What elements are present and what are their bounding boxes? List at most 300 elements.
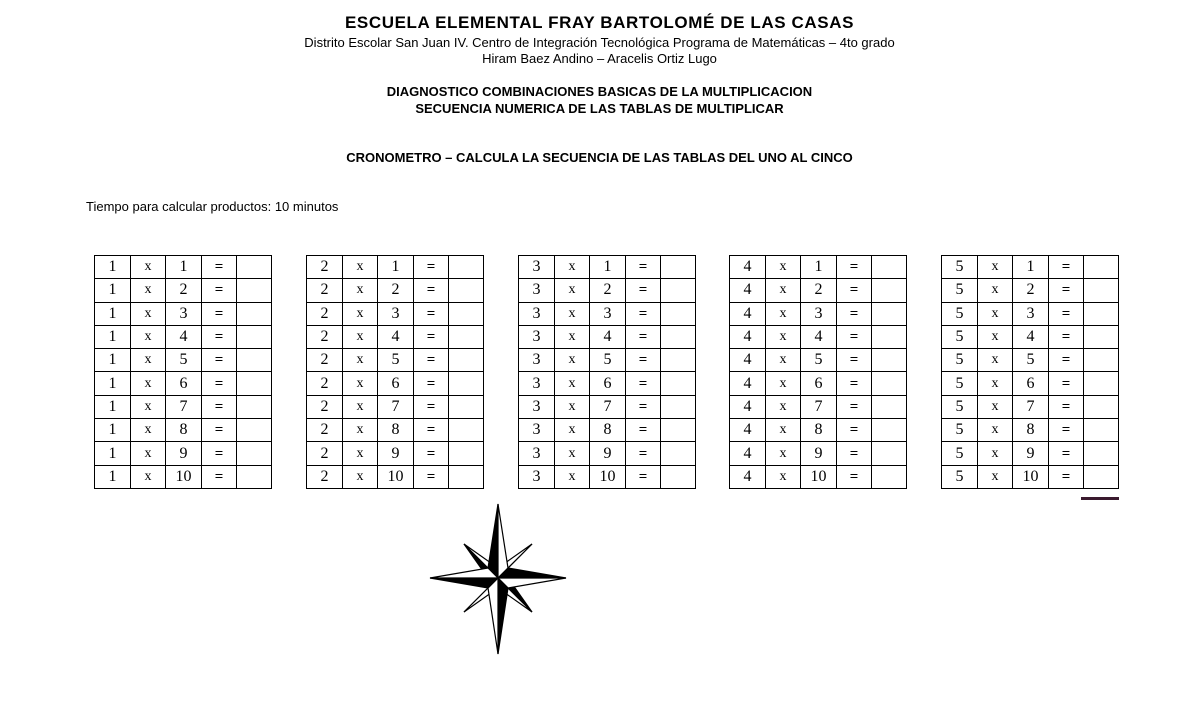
factor-cell: 3 [519, 395, 555, 418]
multiplier-cell: 7 [590, 395, 626, 418]
multiplier-cell: 1 [590, 256, 626, 279]
equals-sign: = [1049, 442, 1084, 465]
answer-cell[interactable] [661, 372, 696, 395]
factor-cell: 3 [519, 349, 555, 372]
equals-sign: = [837, 419, 872, 442]
times-sign: x [978, 349, 1013, 372]
multiplier-cell: 10 [1013, 465, 1049, 488]
table-row [519, 442, 696, 465]
times-sign: x [555, 465, 590, 488]
times-sign: x [978, 372, 1013, 395]
table-row [942, 372, 1119, 395]
equals-sign: = [202, 349, 237, 372]
answer-cell[interactable] [449, 465, 484, 488]
answer-cell[interactable] [1084, 325, 1119, 348]
answer-cell[interactable] [237, 442, 272, 465]
table-1 [94, 255, 272, 489]
multiplier-cell: 6 [166, 372, 202, 395]
table-row [95, 442, 272, 465]
times-sign: x [131, 302, 166, 325]
factor-cell: 3 [519, 279, 555, 302]
factor-cell: 1 [95, 279, 131, 302]
equals-sign: = [1049, 349, 1084, 372]
factor-cell: 4 [730, 279, 766, 302]
multiplier-cell: 8 [590, 419, 626, 442]
times-sign: x [978, 395, 1013, 418]
times-sign: x [766, 256, 801, 279]
answer-cell[interactable] [872, 395, 907, 418]
table-row [95, 419, 272, 442]
times-sign: x [978, 419, 1013, 442]
times-sign: x [766, 442, 801, 465]
equals-sign: = [837, 325, 872, 348]
times-sign: x [766, 325, 801, 348]
multiplier-cell: 10 [378, 465, 414, 488]
multiplier-cell: 5 [801, 349, 837, 372]
times-sign: x [555, 302, 590, 325]
district-subtitle: Distrito Escolar San Juan IV. Centro de Integración Tecnológica Programa de Matemáticas – 4to grado [304, 35, 895, 50]
equals-sign: = [626, 256, 661, 279]
table-row [519, 325, 696, 348]
equals-sign: = [837, 349, 872, 372]
equals-sign: = [1049, 279, 1084, 302]
table-row [519, 279, 696, 302]
factor-cell: 5 [942, 349, 978, 372]
factor-cell: 1 [95, 395, 131, 418]
cronometro-heading: CRONOMETRO – CALCULA LA SECUENCIA DE LAS TABLAS DEL UNO AL CINCO [346, 150, 853, 165]
table-row [730, 395, 907, 418]
factor-cell: 4 [730, 395, 766, 418]
equals-sign: = [626, 325, 661, 348]
times-sign: x [343, 279, 378, 302]
answer-cell[interactable] [1084, 372, 1119, 395]
factor-cell: 4 [730, 372, 766, 395]
multiplier-cell: 2 [166, 279, 202, 302]
multiplier-cell: 1 [166, 256, 202, 279]
equals-sign: = [414, 302, 449, 325]
table-row [730, 442, 907, 465]
table-row [519, 419, 696, 442]
equals-sign: = [414, 372, 449, 395]
answer-cell[interactable] [1084, 302, 1119, 325]
table-row [942, 302, 1119, 325]
answer-cell[interactable] [872, 302, 907, 325]
multiplier-cell: 5 [590, 349, 626, 372]
school-title: ESCUELA ELEMENTAL FRAY BARTOLOMÉ DE LAS CASAS [344, 13, 855, 32]
table-5 [941, 255, 1119, 489]
equals-sign: = [202, 419, 237, 442]
answer-cell[interactable] [449, 395, 484, 418]
factor-cell: 5 [942, 256, 978, 279]
factor-cell: 4 [730, 302, 766, 325]
multiplier-cell: 2 [378, 279, 414, 302]
multiplier-cell: 9 [1013, 442, 1049, 465]
table-row [519, 372, 696, 395]
answer-cell[interactable] [449, 325, 484, 348]
multiplier-cell: 7 [166, 395, 202, 418]
multiplier-cell: 9 [378, 442, 414, 465]
answer-cell[interactable] [237, 372, 272, 395]
multiplier-cell: 6 [1013, 372, 1049, 395]
multiplier-cell: 3 [378, 302, 414, 325]
equals-sign: = [202, 465, 237, 488]
times-sign: x [131, 395, 166, 418]
equals-sign: = [414, 325, 449, 348]
multiplier-cell: 6 [378, 372, 414, 395]
multiplier-cell: 3 [1013, 302, 1049, 325]
times-sign: x [555, 419, 590, 442]
equals-sign: = [414, 349, 449, 372]
equals-sign: = [1049, 372, 1084, 395]
times-sign: x [343, 465, 378, 488]
equals-sign: = [414, 279, 449, 302]
factor-cell: 4 [730, 442, 766, 465]
times-sign: x [343, 395, 378, 418]
answer-cell[interactable] [449, 302, 484, 325]
equals-sign: = [1049, 465, 1084, 488]
diagnostic-title: DIAGNOSTICO COMBINACIONES BASICAS DE LA MULTIPLICACION [386, 84, 813, 99]
equals-sign: = [1049, 302, 1084, 325]
factor-cell: 1 [95, 256, 131, 279]
answer-cell[interactable] [872, 349, 907, 372]
factor-cell: 5 [942, 465, 978, 488]
answer-cell[interactable] [872, 442, 907, 465]
answer-cell[interactable] [237, 325, 272, 348]
table-row [95, 279, 272, 302]
answer-cell[interactable] [872, 372, 907, 395]
table-row [95, 372, 272, 395]
equals-sign: = [837, 256, 872, 279]
factor-cell: 3 [519, 256, 555, 279]
factor-cell: 3 [519, 302, 555, 325]
multiplier-cell: 8 [1013, 419, 1049, 442]
equals-sign: = [202, 395, 237, 418]
table-row [307, 419, 484, 442]
equals-sign: = [1049, 256, 1084, 279]
factor-cell: 1 [95, 372, 131, 395]
times-sign: x [131, 419, 166, 442]
table-row [942, 395, 1119, 418]
equals-sign: = [837, 442, 872, 465]
answer-cell[interactable] [661, 256, 696, 279]
multiplier-cell: 7 [378, 395, 414, 418]
times-sign: x [766, 279, 801, 302]
times-sign: x [131, 372, 166, 395]
multiplier-cell: 1 [801, 256, 837, 279]
equals-sign: = [202, 325, 237, 348]
factor-cell: 1 [95, 349, 131, 372]
times-sign: x [555, 325, 590, 348]
answer-cell[interactable] [237, 279, 272, 302]
equals-sign: = [837, 372, 872, 395]
table-row [95, 349, 272, 372]
table-row [942, 419, 1119, 442]
factor-cell: 5 [942, 419, 978, 442]
equals-sign: = [626, 465, 661, 488]
table-row [942, 465, 1119, 488]
multiplier-cell: 4 [590, 325, 626, 348]
table-row [519, 256, 696, 279]
table-row [519, 395, 696, 418]
table-row [307, 465, 484, 488]
table-row [307, 349, 484, 372]
table-row [95, 465, 272, 488]
equals-sign: = [414, 442, 449, 465]
answer-cell[interactable] [449, 349, 484, 372]
answer-cell[interactable] [237, 302, 272, 325]
table-row [95, 256, 272, 279]
factor-cell: 2 [307, 372, 343, 395]
answer-cell[interactable] [449, 442, 484, 465]
table-row [730, 325, 907, 348]
table-row [519, 465, 696, 488]
times-sign: x [131, 442, 166, 465]
times-sign: x [343, 372, 378, 395]
multiplier-cell: 10 [590, 465, 626, 488]
equals-sign: = [1049, 419, 1084, 442]
table-row [730, 349, 907, 372]
equals-sign: = [626, 395, 661, 418]
factor-cell: 2 [307, 465, 343, 488]
answer-cell[interactable] [237, 465, 272, 488]
table-row [519, 349, 696, 372]
multiplier-cell: 9 [166, 442, 202, 465]
equals-sign: = [626, 372, 661, 395]
decorative-mark-line [1081, 497, 1119, 500]
factor-cell: 5 [942, 279, 978, 302]
answer-cell[interactable] [661, 395, 696, 418]
table-row [730, 302, 907, 325]
factor-cell: 1 [95, 419, 131, 442]
equals-sign: = [626, 442, 661, 465]
times-sign: x [555, 395, 590, 418]
factor-cell: 3 [519, 372, 555, 395]
factor-cell: 2 [307, 302, 343, 325]
multiplier-cell: 1 [378, 256, 414, 279]
answer-cell[interactable] [1084, 256, 1119, 279]
table-row [95, 325, 272, 348]
table-row [307, 279, 484, 302]
factor-cell: 5 [942, 302, 978, 325]
factor-cell: 2 [307, 395, 343, 418]
equals-sign: = [837, 302, 872, 325]
equals-sign: = [414, 256, 449, 279]
multiplier-cell: 9 [590, 442, 626, 465]
times-sign: x [555, 442, 590, 465]
factor-cell: 4 [730, 256, 766, 279]
times-sign: x [978, 256, 1013, 279]
times-sign: x [978, 279, 1013, 302]
factor-cell: 2 [307, 325, 343, 348]
answer-cell[interactable] [661, 325, 696, 348]
times-sign: x [766, 395, 801, 418]
table-row [95, 395, 272, 418]
multiplier-cell: 2 [590, 279, 626, 302]
times-sign: x [555, 279, 590, 302]
table-row [307, 325, 484, 348]
answer-cell[interactable] [1084, 349, 1119, 372]
answer-cell[interactable] [449, 256, 484, 279]
times-sign: x [343, 349, 378, 372]
multiplier-cell: 3 [801, 302, 837, 325]
equals-sign: = [837, 395, 872, 418]
authors-line: Hiram Baez Andino – Aracelis Ortiz Lugo [482, 51, 717, 66]
factor-cell: 1 [95, 465, 131, 488]
answer-cell[interactable] [872, 279, 907, 302]
multiplier-cell: 9 [801, 442, 837, 465]
factor-cell: 3 [519, 419, 555, 442]
sequence-title: SECUENCIA NUMERICA DE LAS TABLAS DE MULTIPLICAR [415, 101, 784, 116]
times-sign: x [766, 302, 801, 325]
answer-cell[interactable] [1084, 279, 1119, 302]
answer-cell[interactable] [872, 465, 907, 488]
answer-cell[interactable] [872, 256, 907, 279]
times-sign: x [343, 256, 378, 279]
times-sign: x [978, 465, 1013, 488]
multiplier-cell: 3 [590, 302, 626, 325]
answer-cell[interactable] [1084, 465, 1119, 488]
answer-cell[interactable] [449, 279, 484, 302]
table-3 [518, 255, 696, 489]
times-sign: x [343, 442, 378, 465]
factor-cell: 2 [307, 442, 343, 465]
answer-cell[interactable] [661, 465, 696, 488]
times-sign: x [766, 372, 801, 395]
factor-cell: 2 [307, 349, 343, 372]
factor-cell: 5 [942, 325, 978, 348]
multiplier-cell: 10 [166, 465, 202, 488]
factor-cell: 3 [519, 325, 555, 348]
answer-cell[interactable] [1084, 395, 1119, 418]
table-row [942, 279, 1119, 302]
times-sign: x [131, 349, 166, 372]
equals-sign: = [202, 256, 237, 279]
times-sign: x [555, 372, 590, 395]
times-sign: x [131, 279, 166, 302]
multiplier-cell: 8 [166, 419, 202, 442]
times-sign: x [555, 256, 590, 279]
answer-cell[interactable] [661, 302, 696, 325]
table-row [519, 302, 696, 325]
table-row [307, 372, 484, 395]
factor-cell: 1 [95, 442, 131, 465]
factor-cell: 4 [730, 465, 766, 488]
times-sign: x [978, 325, 1013, 348]
times-sign: x [555, 349, 590, 372]
equals-sign: = [626, 279, 661, 302]
answer-cell[interactable] [661, 442, 696, 465]
table-row [307, 395, 484, 418]
table-row [730, 372, 907, 395]
table-row [730, 419, 907, 442]
multiplier-cell: 8 [378, 419, 414, 442]
answer-cell[interactable] [237, 256, 272, 279]
times-sign: x [131, 256, 166, 279]
factor-cell: 3 [519, 465, 555, 488]
multiplier-cell: 7 [801, 395, 837, 418]
multiplier-cell: 2 [801, 279, 837, 302]
times-sign: x [343, 302, 378, 325]
factor-cell: 4 [730, 325, 766, 348]
answer-cell[interactable] [661, 349, 696, 372]
answer-cell[interactable] [237, 419, 272, 442]
factor-cell: 4 [730, 349, 766, 372]
multiplier-cell: 5 [378, 349, 414, 372]
factor-cell: 1 [95, 302, 131, 325]
answer-cell[interactable] [661, 419, 696, 442]
answer-cell[interactable] [1084, 419, 1119, 442]
answer-cell[interactable] [449, 372, 484, 395]
equals-sign: = [837, 279, 872, 302]
factor-cell: 5 [942, 442, 978, 465]
equals-sign: = [837, 465, 872, 488]
multiplier-cell: 4 [801, 325, 837, 348]
equals-sign: = [202, 279, 237, 302]
equals-sign: = [202, 302, 237, 325]
answer-cell[interactable] [1084, 442, 1119, 465]
times-sign: x [131, 465, 166, 488]
table-row [730, 256, 907, 279]
answer-cell[interactable] [237, 349, 272, 372]
table-row [307, 442, 484, 465]
equals-sign: = [626, 302, 661, 325]
multiplier-cell: 8 [801, 419, 837, 442]
times-sign: x [978, 302, 1013, 325]
factor-cell: 5 [942, 395, 978, 418]
equals-sign: = [626, 419, 661, 442]
equals-sign: = [414, 395, 449, 418]
multiplier-cell: 6 [590, 372, 626, 395]
answer-cell[interactable] [661, 279, 696, 302]
multiplier-cell: 5 [166, 349, 202, 372]
table-row [942, 442, 1119, 465]
multiplier-cell: 6 [801, 372, 837, 395]
factor-cell: 2 [307, 419, 343, 442]
factor-cell: 3 [519, 442, 555, 465]
multiplier-cell: 3 [166, 302, 202, 325]
multiplier-cell: 4 [378, 325, 414, 348]
multiplier-cell: 2 [1013, 279, 1049, 302]
multiplier-cell: 4 [166, 325, 202, 348]
times-sign: x [978, 442, 1013, 465]
multiplier-cell: 5 [1013, 349, 1049, 372]
equals-sign: = [202, 442, 237, 465]
table-4 [729, 255, 907, 489]
answer-cell[interactable] [449, 419, 484, 442]
multiplier-cell: 7 [1013, 395, 1049, 418]
table-row [95, 302, 272, 325]
time-instruction: Tiempo para calcular productos: 10 minutos [86, 199, 339, 214]
multiplier-cell: 4 [1013, 325, 1049, 348]
factor-cell: 1 [95, 325, 131, 348]
times-sign: x [766, 465, 801, 488]
table-row [307, 256, 484, 279]
equals-sign: = [1049, 325, 1084, 348]
equals-sign: = [626, 349, 661, 372]
table-row [942, 325, 1119, 348]
answer-cell[interactable] [872, 325, 907, 348]
multiplier-cell: 1 [1013, 256, 1049, 279]
equals-sign: = [414, 419, 449, 442]
equals-sign: = [1049, 395, 1084, 418]
answer-cell[interactable] [237, 395, 272, 418]
factor-cell: 2 [307, 256, 343, 279]
table-row [307, 302, 484, 325]
table-row [730, 279, 907, 302]
times-sign: x [131, 325, 166, 348]
times-sign: x [766, 349, 801, 372]
answer-cell[interactable] [872, 419, 907, 442]
